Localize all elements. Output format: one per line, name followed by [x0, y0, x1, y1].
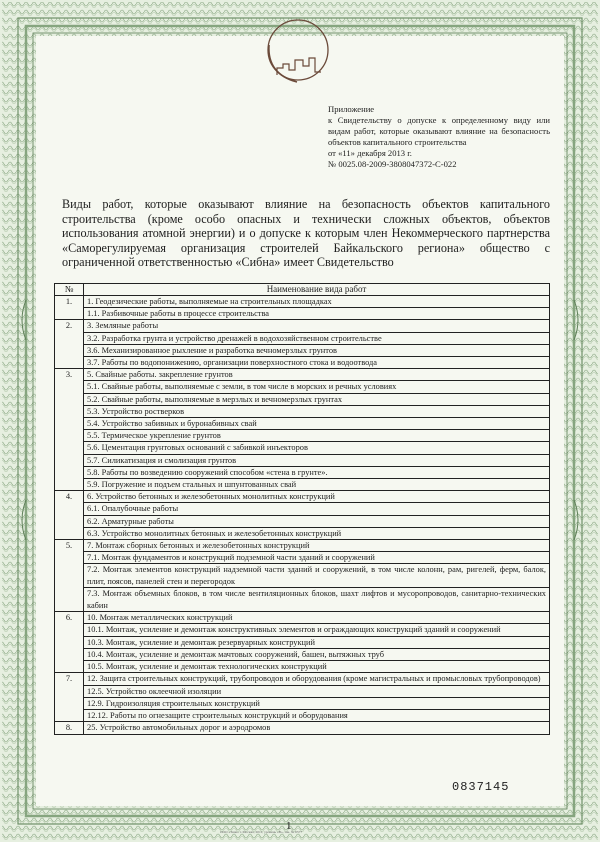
work-type-item: 5.4. Устройство забивных и буронабивных свай: [84, 418, 549, 430]
work-type-item: 5. Свайные работы. закрепление грунтов: [84, 369, 549, 381]
table-row: [55, 491, 550, 540]
work-type-item: 7. Монтаж сборных бетонных и железобетонных конструкций: [84, 540, 549, 552]
work-type-item: 3.7. Работы по водопонижению, организации поверхностного стока и водоотвода: [87, 358, 378, 368]
row-number: 7.: [55, 673, 84, 722]
work-type-item: 10.1. Монтаж, усиление и демонтаж конструктивных элементов и ограждающих конструкций зданий и сооружений: [84, 624, 549, 636]
work-type-item: 5.6. Цементация грунтовых оснований с забивкой инъекторов: [84, 442, 549, 454]
work-type-item: 12.5. Устройство оклеечной изоляции: [84, 686, 549, 698]
work-type-item: 12. Защита строительных конструкций, трубопроводов и оборудования (кроме магистральных и промысловых трубопроводов): [84, 673, 549, 685]
work-type-cell: [84, 491, 550, 540]
work-type-item: 7.3. Монтаж объемных блоков, в том числе вентиляционных блоков, шахт лифтов и мусоропроводов, санитарно-технических кабин: [87, 589, 546, 610]
work-type-item: 5.1. Свайные работы, выполняемые с земли, в том числе в морских и речных условиях: [84, 381, 549, 393]
work-type-item: 6.2. Арматурные работы: [84, 516, 549, 528]
column-header-name: Наименование вида работ: [84, 284, 550, 296]
work-type-item: 7.2. Монтаж элементов конструкций надземной части зданий и сооружений, в том числе колонн, рам, ригелей, ферм, балок, плит, поясов, панелей стен и перегородок: [84, 564, 549, 588]
table-row: [55, 673, 550, 722]
work-type-item: 1.1. Разбивочные работы в процессе строительства: [87, 309, 270, 319]
work-type-cell: [84, 369, 550, 491]
work-type-cell: [84, 673, 550, 722]
work-type-item: 5.3. Устройство ростверков: [84, 406, 549, 418]
work-type-cell: [84, 722, 550, 734]
work-type-item: 5.7. Силикатизация и смолизация грунтов: [84, 455, 549, 467]
work-type-item: 3.2. Разработка грунта и устройство дренажей в водохозяйственном строительстве: [84, 333, 549, 345]
work-type-cell: [84, 296, 550, 320]
printer-note: ООО «Знак» г. Москва, 2011, уровень «В», зак. № 6577: [220, 830, 303, 834]
work-types-table: [54, 283, 550, 735]
row-number: 3.: [55, 369, 84, 491]
appendix-title: Приложение: [328, 104, 375, 114]
row-number: 2.: [55, 320, 84, 369]
intro-paragraph: Виды работ, которые оказывают влияние на безопасность объектов капитального строительства (кроме особо опасных и технически сложных объектов, объектов использования атомной энергии) и о допуске к которым член Некоммерческого партнерства «Саморегулируемая организация строителей Байкальского региона» общество с ограниченной ответственностью «Сибна» имеет Свидетельство: [62, 197, 550, 270]
row-number: 4.: [55, 491, 84, 540]
work-type-item: 12.12. Работы по огнезащите строительных конструкций и оборудования: [87, 711, 348, 721]
work-type-item: 10. Монтаж металлических конструкций: [84, 612, 549, 624]
work-type-item: 7.1. Монтаж фундаментов и конструкций подземной части зданий и сооружений: [84, 552, 549, 564]
work-type-item: 1. Геодезические работы, выполняемые на строительных площадках: [84, 296, 549, 308]
appendix-description: к Свидетельству о допуске к определенному виду или видам работ, которые оказывают влияние на безопасность объектов капитального строительства: [328, 115, 550, 147]
table-row: [55, 612, 550, 673]
work-type-item: 10.4. Монтаж, усиление и демонтаж мачтовых сооружений, башен, вытяжных труб: [84, 649, 549, 661]
serial-number: 0837145: [452, 780, 510, 794]
row-number: 1.: [55, 296, 84, 320]
work-type-item: 10.3. Монтаж, усиление и демонтаж резервуарных конструкций: [84, 637, 549, 649]
work-type-item: 5.8. Работы по возведению сооружений способом «стена в грунте».: [84, 467, 549, 479]
table-row: [55, 540, 550, 612]
work-type-item: 10.5. Монтаж, усиление и демонтаж технологических конструкций: [87, 662, 327, 672]
appendix-header: [328, 104, 550, 170]
work-type-item: 25. Устройство автомобильных дорог и аэродромов: [87, 723, 271, 733]
work-type-cell: [84, 320, 550, 369]
work-type-item: 12.9. Гидроизоляция строительных конструкций: [84, 698, 549, 710]
table-row: [55, 320, 550, 369]
row-number: 8.: [55, 722, 84, 734]
work-type-item: 5.9. Погружение и подъем стальных и шпунтованных свай: [87, 480, 297, 490]
work-type-item: 6.1. Опалубочные работы: [84, 503, 549, 515]
column-header-number: №: [55, 284, 84, 296]
table-row: [55, 722, 550, 734]
work-type-item: 6. Устройство бетонных и железобетонных монолитных конструкций: [84, 491, 549, 503]
work-type-cell: [84, 612, 550, 673]
row-number: 5.: [55, 540, 84, 612]
work-type-item: 3. Земляные работы: [84, 320, 549, 332]
table-body: [55, 296, 550, 735]
row-number: 6.: [55, 612, 84, 673]
work-type-item: 6.3. Устройство монолитных бетонных и железобетонных конструкций: [87, 528, 342, 538]
page-number: 1: [286, 820, 292, 832]
work-type-item: 3.6. Механизированное рыхление и разработка вечномерзлых грунтов: [84, 345, 549, 357]
table-row: [55, 369, 550, 491]
work-type-item: 5.5. Термическое укрепление грунтов: [84, 430, 549, 442]
appendix-date: от «11» декабря 2013 г.: [328, 148, 412, 158]
work-type-cell: [84, 540, 550, 612]
work-type-item: 5.2. Свайные работы, выполняемые в мерзлых и вечномерзлых грунтах: [84, 394, 549, 406]
company-logo: [257, 10, 335, 92]
appendix-number: № 0025.08-2009-3808047372-С-022: [328, 159, 457, 169]
table-row: [55, 296, 550, 320]
